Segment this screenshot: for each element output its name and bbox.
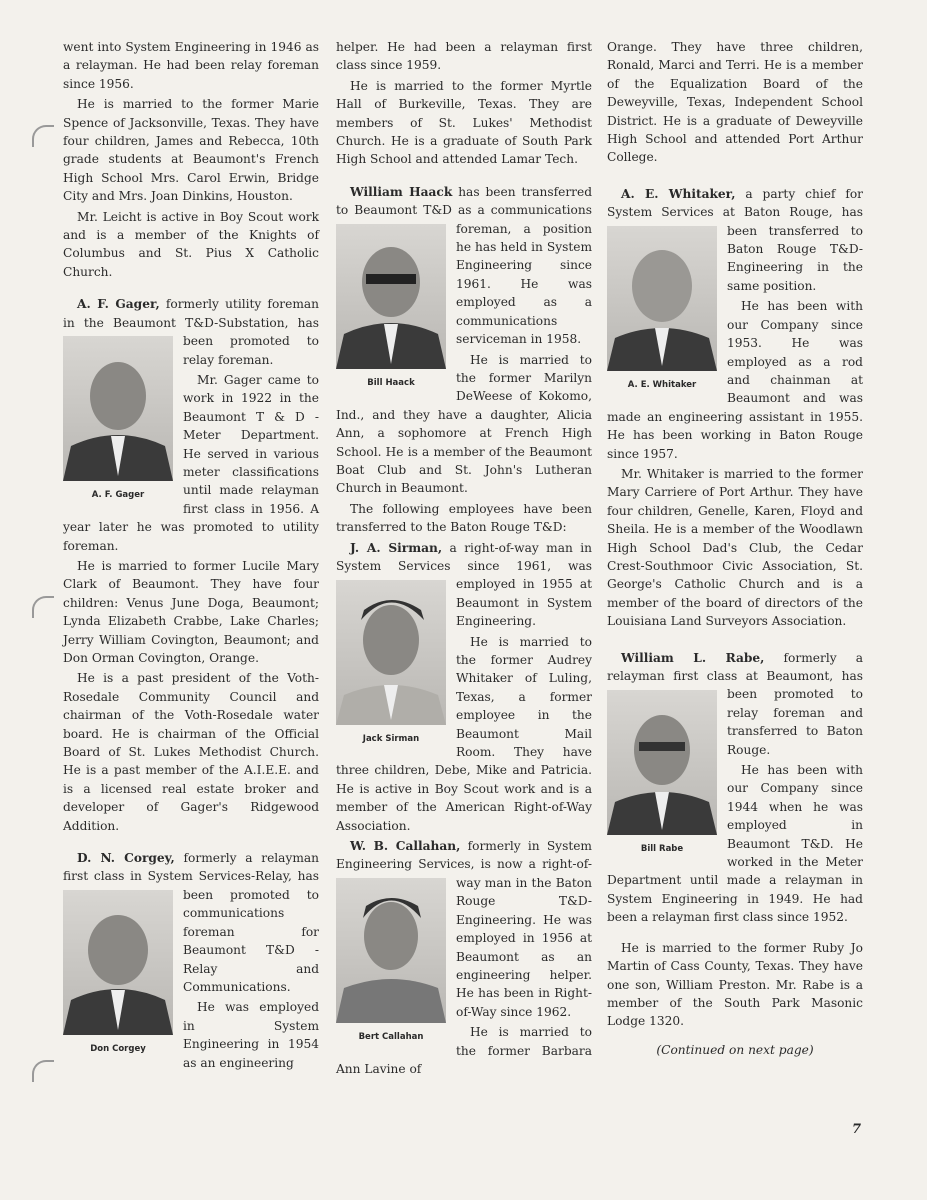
photo-caption: A. E. Whitaker (627, 379, 697, 390)
portrait-image (607, 690, 717, 835)
photo-caption: Bill Haack (367, 377, 415, 388)
paragraph: Mr. Whitaker is married to the former Mary Carriere of Port Arthur. They have four children, Genelle, Karen, Floyd and Sheila. He is a member of the Woodlawn High School Dad's Club, the Cedar Crest-Southmoor Civic Association, St. George's Catholic Church and is a member of the board of directors of the Louisiana Land Surveyors Association. (607, 466, 863, 629)
portrait-photo (336, 580, 446, 745)
person-name: William Haack (350, 184, 453, 199)
article-callahan (336, 837, 592, 1043)
paragraph-text: a party chief for System Services at Baton Rouge, has been transferred to Baton Rouge T&D-Engineering in the same position. (607, 186, 863, 293)
portrait-image (63, 336, 173, 481)
article-haack (336, 183, 592, 388)
binder-hole-mark (32, 1060, 54, 1082)
paragraph: He is married to the former Ruby Jo Martin of Cass County, Texas. They have one son, William Preston. Mr. Rabe is a member of the South Park Masonic Lodge 1320. (607, 940, 863, 1029)
column-3 (607, 38, 863, 1061)
paragraph: He is a past president of the Voth-Rosedale Community Council and chairman of the Voth-Rosedale water board. He is chairman of the Official Board of St. Lukes Methodist Church. He is a past member of the A.I.E.E. and is a licensed real estate broker and developer of Gager's Ridgewood Addition. (63, 671, 319, 833)
portrait-photo (336, 878, 446, 1043)
column-2 (336, 38, 592, 1080)
person-name: J. A. Sirman, (350, 540, 443, 555)
paragraph-text: formerly a relayman first class in System Services-Relay, has been promoted to communications foreman for Beaumont T&D - Relay and Communications. (63, 851, 319, 994)
portrait-photo (63, 890, 173, 1055)
portrait-image (336, 224, 446, 369)
photo-caption: Bill Rabe (640, 843, 684, 854)
person-name: A. E. Whitaker, (621, 186, 736, 201)
paragraph-text: a right-of-way man in System Services since 1961, was employed in 1955 at Beaumont in System Engineering. (336, 540, 593, 629)
paragraph-text: formerly in System Engineering Services, is now a right-of-way man in the Baton Rouge T&D-Engineering. He was employed in 1956 at Beaumont as an engineering helper. He has been in Right-of-Way since 1962. (336, 839, 592, 1019)
paragraph-text: has been transferred to Beaumont T&D as a communications foreman, a position he has held in System Engineering since 1961. He was employed as a communications serviceman in 1958. (336, 184, 592, 347)
page-number: 7 (852, 1122, 862, 1137)
paragraph: Mr. Gager came to work in 1922 in the Beaumont T & D - Meter Department. He served in various meter classifications until made relayman first class in 1956. A year later he was promoted to utility foreman. (63, 372, 319, 553)
portrait-image (336, 580, 446, 725)
paragraph: He has been with our Company since 1953. He was employed as a rod and chainman at Beaumont and was made an engineering assistant in 1955. He has been working in Baton Rouge since 1957. (607, 299, 863, 461)
binder-hole-mark (32, 596, 54, 618)
portrait-photo (607, 690, 717, 855)
paragraph-text: formerly a relayman first class at Beaumont, has been promoted to relay foreman and transferred to Baton Rouge. (607, 650, 863, 757)
continued-note: (Continued on next page) (656, 1042, 814, 1057)
column-1 (63, 38, 319, 1074)
photo-caption: Jack Sirman (362, 733, 420, 744)
portrait-photo (607, 226, 717, 391)
paragraph: The following employees have been transferred to the Baton Rouge T&D: (336, 501, 592, 535)
person-name: D. N. Corgey, (77, 851, 175, 866)
portrait-image (63, 890, 173, 1035)
paragraph: Orange. They have three children, Ronald, Marci and Terri. He is a member of the Equalization Board of the Deweyville, Texas, Independent School District. He is a graduate of Deweyville High School and attended Port Arthur College. (607, 40, 863, 165)
portrait-image (336, 878, 446, 1023)
paragraph: He is married to former Lucile Mary Clark of Beaumont. They have four children: Venus June Doga, Beaumont; Lynda Elizabeth Crabbe, Lake Charles; Jerry William Covington, Beaumont; and Don Orman Covington, Orange. (63, 558, 319, 665)
photo-caption: A. F. Gager (91, 490, 145, 501)
person-name: W. B. Callahan, (350, 839, 461, 854)
paragraph: He is married to the former Marie Spence of Jacksonville, Texas. They have four children, James and Rebecca, 10th grade students at Beaumont's French High School Mrs. Carol Erwin, Bridge City and Mrs. Joan Dinkins, Houston. (63, 97, 319, 204)
paragraph: helper. He had been a relayman first class since 1959. (336, 40, 592, 73)
paragraph: He was employed in System Engineering in 1954 as an engineering (183, 1000, 319, 1070)
photo-caption: Bert Callahan (358, 1032, 424, 1043)
person-name: A. F. Gager, (77, 297, 160, 312)
paragraph: He is married to the former Barbara Ann Lavine of (336, 1025, 592, 1076)
photo-caption: Don Corgey (90, 1044, 146, 1055)
paragraph-text: formerly utility foreman in the Beaumont T&D-Substation, has been promoted to relay foreman. (63, 297, 319, 367)
binder-hole-mark (32, 125, 54, 147)
paragraph: Mr. Leicht is active in Boy Scout work and is a member of the Knights of Columbus and St. Pius X Catholic Church. (63, 209, 319, 279)
paragraph: went into System Engineering in 1946 as a relayman. He had been relay foreman since 1956. (63, 40, 319, 91)
portrait-image (607, 226, 717, 371)
paragraph: He is married to the former Marilyn DeWeese of Kokomo, Ind., and they have a daughter, Alicia Ann, a sophomore at French High School. He is a member of the Beaumont Boat Club and St. John's Lutheran Church in Beaumont. (336, 352, 592, 496)
paragraph: He is married to the former Myrtle Hall of Burkeville, Texas. They are members of St. Lukes' Methodist Church. He is a graduate of South Park High School and attended Lamar Tech. (336, 78, 592, 167)
portrait-photo (63, 336, 173, 501)
paragraph: He is married to the former Audrey Whitaker of Luling, Texas, a former employee in the Beaumont Mail Room. They have three children, Debe, Mike and Patricia. He is active in Boy Scout work and is a member of the American Right-of-Way Association. (336, 634, 592, 833)
portrait-photo (336, 224, 446, 389)
paragraph: He has been with our Company since 1944 when he was employed in Beaumont T&D. He worked in the Meter Department until made a relayman in System Engineering in 1949. He had been a relayman first class since 1952. (607, 763, 863, 925)
person-name: William L. Rabe, (621, 650, 765, 665)
